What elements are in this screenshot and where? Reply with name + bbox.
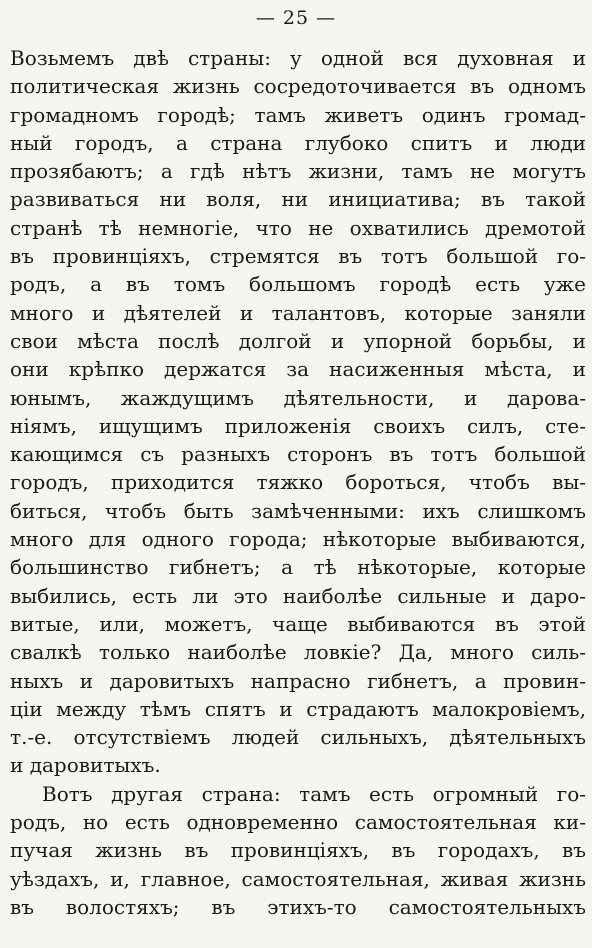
text-line: громадномъ городѣ; тамъ живетъ одинъ громад-: [10, 102, 586, 127]
text-line: уѣздахъ, и, главное, самостоятельная, живая жизнь: [10, 866, 586, 891]
paragraph: [10, 780, 586, 921]
text-line: Возьмемъ двѣ страны: у одной вся духовная и: [10, 46, 586, 70]
text-line: родъ, но есть одновременно самостоятельная ки-: [10, 810, 586, 835]
text-line: большинство гибнетъ; а тѣ нѣкоторые, которые: [10, 555, 586, 580]
text-line: много и дѣятелей и талантовъ, которые заняли: [10, 300, 586, 325]
text-line: въ провинціяхъ, стремятся въ тотъ большой го-: [10, 244, 586, 269]
text-line: т.-е. отсутствіемъ людей сильныхъ, дѣятельныхъ: [10, 725, 586, 750]
body-text: [10, 44, 586, 921]
text-line: городъ, приходится тяжко бороться, чтобъ вы-: [10, 470, 586, 495]
text-line: свалкѣ только наиболѣе ловкіе? Да, много силь-: [10, 640, 586, 665]
text-line: свои мѣста послѣ долгой и упорной борьбы, и: [10, 328, 586, 353]
text-line: родъ, а въ томъ большомъ городѣ есть уже: [10, 272, 586, 297]
text-line: Вотъ другая страна: тамъ есть огромный го-: [42, 781, 586, 806]
text-line: политическая жизнь сосредоточивается въ одномъ: [10, 74, 586, 99]
text-line: витые, или, можетъ, чаще выбиваются въ этой: [10, 611, 586, 636]
text-line: ніямъ, ищущимъ приложенія своихъ силъ, сте-: [10, 413, 586, 438]
text-line: ціи между тѣмъ спятъ и страдаютъ малокровіемъ,: [10, 696, 586, 721]
text-line: много для одного города; нѣкоторые выбиваются,: [10, 527, 586, 552]
text-line: они крѣпко держатся за насиженныя мѣста, и: [10, 357, 586, 382]
text-line: ный городъ, а страна глубоко спитъ и люди: [10, 130, 586, 155]
text-line: кающимся съ разныхъ сторонъ въ тотъ большой: [10, 442, 586, 467]
text-line: и даровитыхъ.: [10, 753, 161, 778]
text-line: странѣ тѣ немногіе, что не охватились дремотой: [10, 215, 586, 240]
page-number: — 25 —: [255, 7, 337, 29]
text-line: выбились, есть ли это наиболѣе сильные и даро-: [10, 583, 586, 608]
text-line: юнымъ, жаждущимъ дѣятельности, и дарова-: [10, 385, 586, 410]
text-line: пучая жизнь въ провинціяхъ, въ городахъ, въ: [10, 838, 586, 863]
text-line: ныхъ и даровитыхъ напрасно гибнетъ, а провин-: [10, 668, 586, 693]
text-line: прозябаютъ; а гдѣ нѣтъ жизни, тамъ не могутъ: [10, 159, 586, 184]
text-line: биться, чтобъ быть замѣченными: ихъ слишкомъ: [10, 498, 586, 523]
paragraph: [10, 44, 586, 780]
text-line: развиваться ни воля, ни инициатива; въ такой: [10, 187, 586, 212]
text-line: въ волостяхъ; въ этихъ-то самостоятельныхъ: [10, 894, 586, 919]
